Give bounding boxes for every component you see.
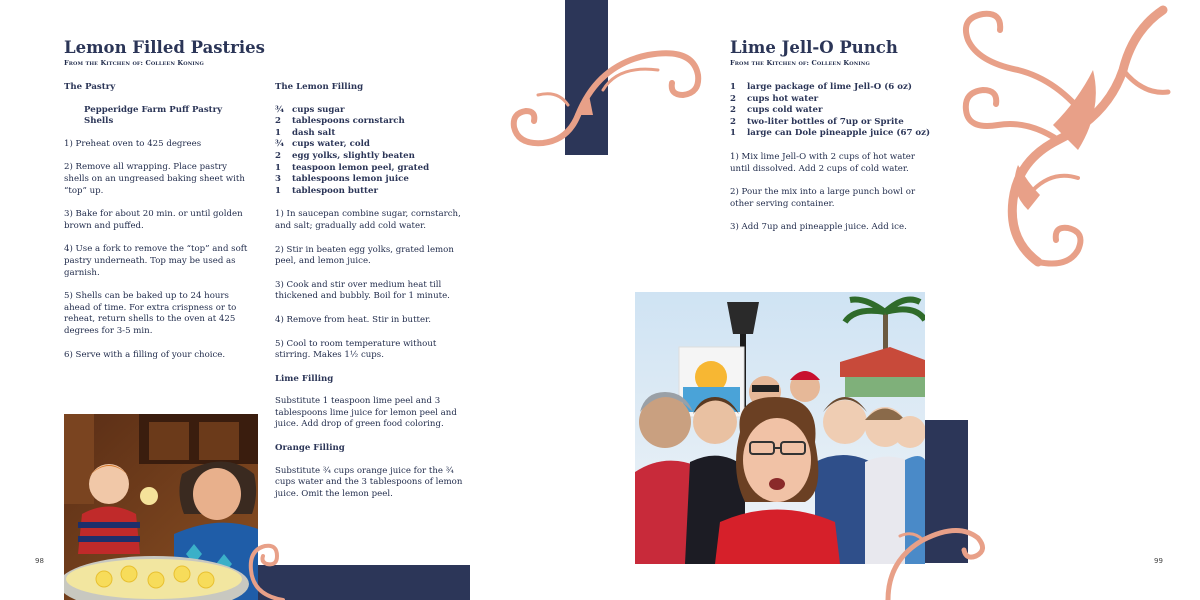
ingredient-item: large can Dole pineapple juice (67 oz) [747,128,931,139]
ingredient-qty: 2 [730,105,736,116]
ingredient-qty: 1 [275,185,281,196]
ingredient-qty: 2 [275,116,281,127]
pastry-step: 6) Serve with a filling of your choice. [64,349,226,360]
pastry-step: 5) Shells can be baked up to 24 hours ahead of time. For extra crispness or to reheat, return shells to the oven at 425 degrees for 3-5 min. [64,291,237,336]
pastry-step: 1) Preheat oven to 425 degrees [64,138,202,149]
ingredient-item: dash salt [292,127,336,138]
ingredient-item: tablespoon butter [292,185,379,196]
ingredient-qty: 2 [275,150,281,161]
filling-heading: The Lemon Filling [275,82,364,92]
ingredient-item: large package of lime Jell-O (6 oz) [747,82,912,92]
ingredient-row [275,151,473,163]
recipe-title-lime-punch: Lime Jell-O Punch [730,38,898,57]
flourish-ornament-icon [508,35,708,155]
filling-step: 3) Cook and stir over medium heat till thickened and bubbly. Boil for 1 minute. [275,279,450,302]
ingredient-qty: 2 [730,93,736,104]
punch-step: 2) Pour the mix into a large punch bowl or other serving container. [730,187,916,209]
ingredient-row [275,116,473,128]
page-number-right: 99 [1154,557,1163,565]
pastry-step: 3) Bake for about 20 min. or until golden brown and puffed. [64,209,243,231]
flourish-ornament-icon [878,510,988,600]
punch-step: 1) Mix lime Jell-O with 2 cups of hot water until dissolved. Add 2 cups of cold water. [730,151,915,174]
ingredient-qty: 2 [730,116,736,127]
ingredient-qty: 1 [275,127,281,138]
flourish-ornament-icon [243,540,288,600]
ingredient-row [730,82,935,94]
filling-column [275,82,473,512]
ingredient-row [275,105,473,117]
pastry-step: 2) Remove all wrapping. Place pastry shells on an ungreased baking sheet with “top” up. [64,162,245,196]
ingredient-item: cups cold water [747,105,823,116]
recipe-credit-left: From the Kitchen of: Colleen Koning [64,59,204,67]
ingredient-qty: 1 [730,128,736,139]
ingredient-row [730,128,935,140]
ingredient-qty: 1 [275,162,281,173]
ingredient-item: cups water, cold [292,139,370,150]
kitchen-photo [64,414,258,600]
ingredient-qty: 1 [730,82,736,92]
filling-ingredient-list [275,105,473,198]
ingredient-row [275,128,473,140]
lime-filling-heading: Lime Filling [275,373,334,384]
pastry-step: 4) Use a fork to remove the “top” and soft pastry underneath. Top may be used as garnish. [64,244,248,278]
filling-step: 5) Cool to room temperature without stirring. Makes 1½ cups. [275,338,437,361]
orange-filling-text: Substitute ¾ cups orange juice for the ¾ cups water and the 3 tablespoons of lemon juice. Omit the lemon peel. [275,465,463,499]
pastry-subheading: Pepperidge Farm Puff Pastry Shells [84,104,223,127]
ingredient-row [730,105,935,117]
filling-step: 4) Remove from heat. Stir in butter. [275,314,431,325]
ingredient-qty: 3 [275,174,281,185]
filling-step: 2) Stir in beaten egg yolks, grated lemon peel, and lemon juice. [275,244,454,267]
punch-ingredient-list [730,82,935,140]
ingredient-row [275,174,473,186]
ingredient-item: tablespoons cornstarch [292,116,405,127]
flourish-ornament-icon [938,0,1178,270]
page-number-left: 98 [35,557,44,565]
lime-filling-text: Substitute 1 teaspoon lime peel and 3 tablespoons lime juice for lemon peel and juice. Add drop of green food coloring. [275,396,457,430]
ingredient-row [275,139,473,151]
ingredient-row [730,94,935,106]
recipe-title-lemon-pastries: Lemon Filled Pastries [64,38,265,57]
ingredient-row [730,117,935,129]
ingredient-item: cups sugar [292,104,345,115]
orange-filling-heading: Orange Filling [275,443,345,454]
recipe-credit-right: From the Kitchen of: Colleen Koning [730,59,870,67]
punch-step: 3) Add 7up and pineapple juice. Add ice. [730,222,907,233]
ingredient-item: teaspoon lemon peel, grated [292,162,430,173]
punch-column [730,82,935,246]
ingredient-item: cups hot water [747,93,819,104]
pastry-heading: The Pastry [64,82,116,92]
ingredient-item: tablespoons lemon juice [292,174,409,185]
filling-step: 1) In saucepan combine sugar, cornstarch, and salt; gradually add cold water. [275,209,461,231]
ingredient-row [275,163,473,175]
ingredient-qty: ¾ [275,139,284,150]
pastry-column [64,82,254,373]
ingredient-item: egg yolks, slightly beaten [292,150,415,161]
ingredient-row [275,186,473,198]
ingredient-item: two-liter bottles of 7up or Sprite [747,116,904,127]
navy-accent-block-left [258,565,470,600]
ingredient-qty: ¾ [275,104,284,115]
